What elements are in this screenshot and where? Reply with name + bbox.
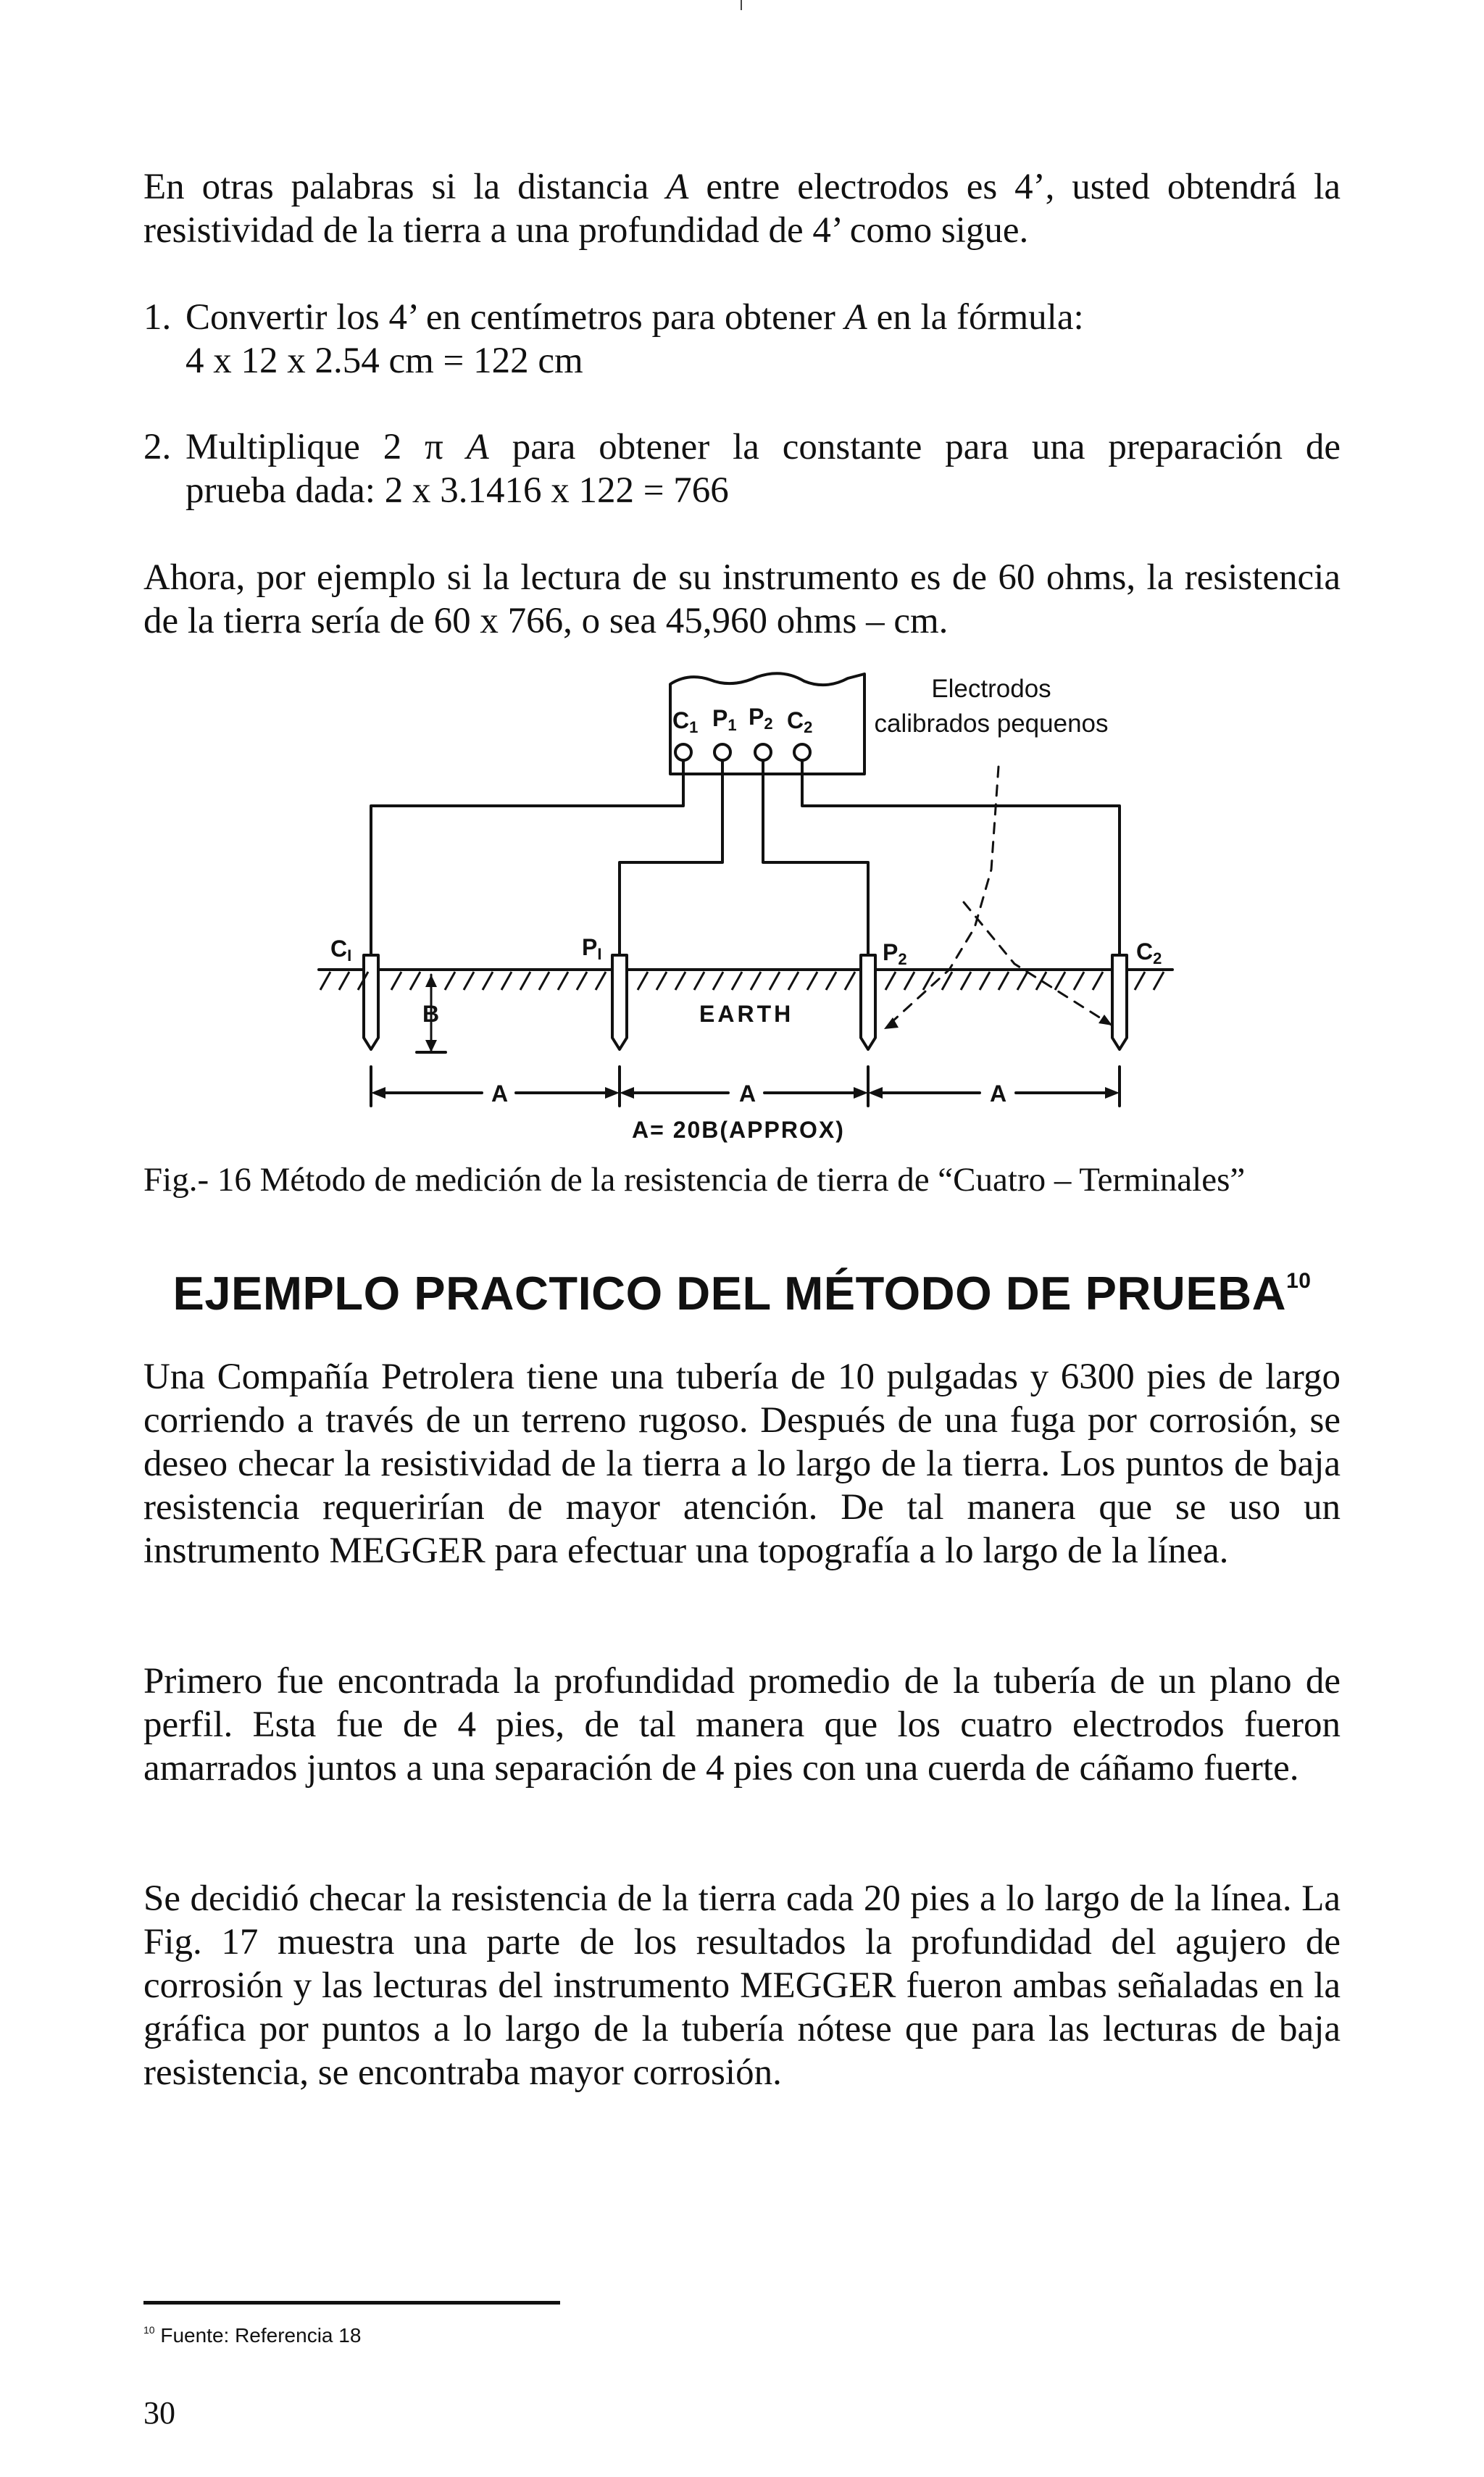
four-terminal-diagram xyxy=(0,0,1484,1160)
step-2-text-2: para obtener la constante para una preparación de xyxy=(488,427,1341,467)
terminal-p2-icon xyxy=(755,744,771,760)
spacing-label-1: A xyxy=(491,1081,509,1107)
callout-line-2 xyxy=(964,902,1112,1025)
spacing-formula: A= 20B(APPROX) xyxy=(632,1117,845,1143)
section-heading-text: EJEMPLO PRACTICO DEL MÉTODO DE PRUEBA xyxy=(172,1267,1287,1320)
paragraph-decidio: Se decidió checar la resistencia de la tierra cada 20 pies a lo largo de la línea. La Fig. 17 muestra una parte de los resultados la profundidad del agujero de corrosión y las lecturas del instrumento MEGGER fueron ambas señaladas en la gráfica por puntos a lo largo de la tubería nótese que para las lecturas de baja resistencia, se encontraba mayor corrosión. xyxy=(143,1878,1341,2093)
step-1-formula: 4 x 12 x 2.54 cm = 122 cm xyxy=(186,341,583,381)
intro-text-2: entre electrodos es 4’, usted obtendrá la resistividad de la tierra a una profundidad de 4’ como sigue. xyxy=(143,167,1341,251)
depth-label: B xyxy=(422,1001,440,1027)
footnote-text: Fuente: Referencia 18 xyxy=(154,2324,362,2347)
step-2-number: 2. xyxy=(143,427,172,467)
spacing-label-3: A xyxy=(990,1081,1007,1107)
step-1-text-2: en la fórmula: xyxy=(867,297,1084,338)
step-1-text-1: Convertir los 4’ en centímetros para obtener xyxy=(186,297,845,338)
figure-caption: Fig.- 16 Método de medición de la resistencia de tierra de “Cuatro – Terminales” xyxy=(143,1161,1246,1199)
page-number: 30 xyxy=(143,2395,175,2431)
intro-text-1: En otras palabras si la distancia xyxy=(143,167,667,207)
electrode-p1-label: PI xyxy=(582,934,602,963)
terminal-c1-label: C1 xyxy=(672,707,699,736)
earth-label: EARTH xyxy=(699,1001,794,1027)
paragraph-compania: Una Compañía Petrolera tiene una tubería de 10 pulgadas y 6300 pies de largo corriendo a través de un terreno rugoso. Después de una fuga por corrosión, se deseo checar la resistividad de la tierra a lo largo de la tierra. Los puntos de baja resistencia requerirían de mayor atención. De tal manera que se uso un instrumento MEGGER para efectuar una topografía a lo largo de la línea. xyxy=(143,1357,1341,1571)
paragraph-primero: Primero fue encontrada la profundidad promedio de la tubería de un plano de perfil. Esta fue de 4 pies, de tal manera que los cuatro electrodos fueron amarrados juntos a una separación de 4 pies con una cuerda de cáñamo fuerte. xyxy=(143,1661,1341,1789)
terminal-p1-icon xyxy=(714,744,730,760)
step-2-variable-a: A xyxy=(466,427,489,467)
footnote xyxy=(143,2318,361,2348)
callout-label-line-1: Electrodos xyxy=(931,675,1051,703)
section-heading-reference: 10 xyxy=(1286,1269,1312,1293)
electrode-p2-label: P2 xyxy=(883,939,907,968)
terminal-c2-icon xyxy=(794,744,810,760)
wire-c1 xyxy=(371,760,683,955)
example-paragraph: Ahora, por ejemplo si la lectura de su instrumento es de 60 ohms, la resistencia de la tierra sería de 60 x 766, o sea 45,960 ohms – cm. xyxy=(143,557,1341,641)
wire-p1 xyxy=(620,760,722,955)
footnote-marker: 10 xyxy=(143,2324,155,2336)
terminal-p2-label: P2 xyxy=(749,704,773,733)
electrode-p2 xyxy=(861,955,875,1049)
callout-label-line-2: calibrados pequenos xyxy=(874,709,1109,738)
step-1-variable-a: A xyxy=(844,297,867,338)
intro-variable-a: A xyxy=(666,167,689,207)
section-heading xyxy=(0,1252,1484,1323)
wire-c2 xyxy=(802,760,1120,955)
terminal-p1-label: P1 xyxy=(712,705,737,734)
terminal-c1-icon xyxy=(675,744,691,760)
step-1-number: 1. xyxy=(143,297,172,338)
electrode-c2-label: C2 xyxy=(1136,938,1162,967)
electrode-p1 xyxy=(612,955,627,1049)
electrode-c1-label: CI xyxy=(330,936,352,965)
footnote-rule xyxy=(143,2301,560,2305)
terminal-c2-label: C2 xyxy=(787,707,813,736)
step-2-text-1: Multiplique 2 π xyxy=(186,427,467,467)
electrode-c1 xyxy=(364,955,378,1049)
spacing-label-2: A xyxy=(739,1081,756,1107)
step-2-formula: prueba dada: 2 x 3.1416 x 122 = 766 xyxy=(186,470,729,511)
electrode-c2 xyxy=(1112,955,1127,1049)
wire-p2 xyxy=(763,760,868,955)
